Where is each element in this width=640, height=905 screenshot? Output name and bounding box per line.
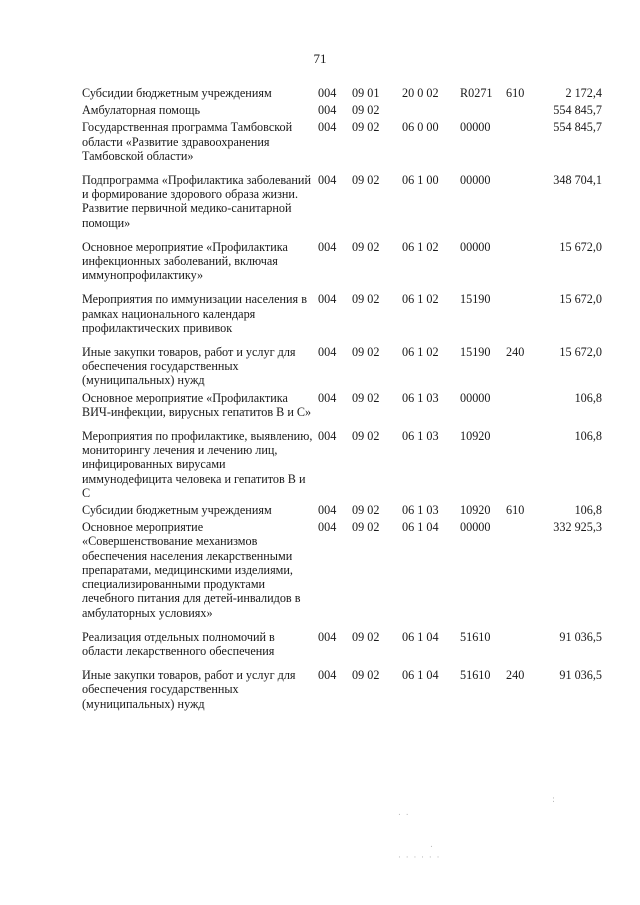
cell-vr: 240	[506, 668, 525, 683]
cell-admin: 004	[318, 429, 337, 444]
cell-section: 09 02	[352, 239, 380, 254]
cell-section: 09 02	[352, 103, 380, 118]
cell-admin: 004	[318, 239, 337, 254]
cell-article: 06 1 00	[402, 173, 439, 188]
cell-name: Основное мероприятие «Профилактика ВИЧ-инфекции, вирусных гепатитов В и С»	[82, 390, 312, 419]
cell-sum: 15 672,0	[559, 292, 602, 307]
table-row	[82, 86, 602, 103]
cell-vr	[506, 120, 540, 173]
cell-name: Подпрограмма «Профилактика заболеваний и формирование здорового образа жизни. Развитие первичной медико-санитарной помощи»	[82, 173, 311, 230]
page-number: 71	[313, 51, 327, 66]
table-row	[82, 120, 602, 173]
cell-name: Основное мероприятие «Совершенствование механизмов обеспечения населения лекарственными препаратами, медицинскими изделиями, специализированными продуктами лечебного питания для детей-инвалидов в амбулаторных условиях»	[82, 520, 301, 620]
table-row	[82, 292, 602, 345]
cell-code: 15190	[460, 292, 491, 307]
cell-vr	[506, 520, 540, 629]
cell-name: Иные закупки товаров, работ и услуг для обеспечения государственных (муниципальных) нужд	[82, 668, 296, 711]
cell-code: 00000	[460, 120, 491, 135]
cell-article	[402, 103, 460, 120]
cell-admin: 004	[318, 520, 337, 535]
cell-admin: 004	[318, 292, 337, 307]
cell-sum: 554 845,7	[553, 120, 602, 135]
cell-section: 09 02	[352, 629, 380, 644]
cell-article: 06 1 03	[402, 503, 439, 518]
cell-article: 06 1 03	[402, 390, 439, 405]
cell-admin: 004	[318, 120, 337, 135]
table-row	[82, 668, 602, 721]
table-row	[82, 391, 602, 429]
cell-article: 06 1 04	[402, 668, 439, 683]
table-row	[82, 345, 602, 391]
scan-artifact: .	[430, 840, 434, 850]
cell-sum: 91 036,5	[559, 629, 602, 644]
cell-admin: 004	[318, 86, 337, 100]
cell-name: Субсидии бюджетным учреждениям	[82, 86, 272, 100]
cell-code: 51610	[460, 668, 491, 683]
cell-article: 06 1 02	[402, 292, 439, 307]
cell-admin: 004	[318, 503, 337, 518]
cell-section: 09 02	[352, 120, 380, 135]
cell-admin: 004	[318, 629, 337, 644]
table-row	[82, 103, 602, 120]
cell-article: 06 0 00	[402, 120, 439, 135]
table-row	[82, 503, 602, 520]
cell-vr	[506, 630, 540, 668]
cell-name: Иные закупки товаров, работ и услуг для обеспечения государственных (муниципальных) нужд	[82, 345, 296, 388]
cell-code: 00000	[460, 239, 491, 254]
cell-admin: 004	[318, 390, 337, 405]
cell-article: 06 1 03	[402, 429, 439, 444]
scan-artifact: · · · · · ·	[398, 853, 441, 863]
cell-sum: 554 845,7	[553, 103, 602, 118]
budget-table	[82, 86, 602, 721]
cell-vr: 240	[506, 345, 525, 360]
cell-section: 09 02	[352, 520, 380, 535]
cell-vr: 610	[506, 503, 525, 518]
cell-section: 09 02	[352, 345, 380, 360]
cell-name: Реализация отдельных полномочий в области лекарственного обеспечения	[82, 629, 275, 658]
cell-section: 09 02	[352, 429, 380, 444]
cell-name: Основное мероприятие «Профилактика инфекционных заболеваний, включая иммунопрофилактику»	[82, 239, 288, 283]
cell-name: Мероприятия по профилактике, выявлению, мониторингу лечения и лечению лиц, инфицированных вирусами иммунодефицита человека и гепатитов В и С	[82, 429, 313, 500]
cell-section: 09 02	[352, 173, 380, 188]
cell-sum: 348 704,1	[553, 173, 602, 188]
cell-code: 10920	[460, 503, 491, 518]
cell-vr: 610	[506, 86, 525, 100]
table-row	[82, 630, 602, 668]
cell-name: Субсидии бюджетным учреждениям	[82, 503, 272, 518]
cell-sum: 106,8	[574, 503, 602, 518]
cell-article: 06 1 02	[402, 345, 439, 360]
cell-article: 06 1 02	[402, 239, 439, 254]
cell-code: 15190	[460, 345, 491, 360]
cell-admin: 004	[318, 345, 337, 360]
cell-code: R0271	[460, 86, 493, 100]
cell-article: 06 1 04	[402, 629, 439, 644]
cell-name: Амбулаторная помощь	[82, 103, 201, 118]
cell-sum: 106,8	[574, 390, 602, 405]
cell-admin: 004	[318, 173, 337, 188]
cell-sum: 332 925,3	[553, 520, 602, 535]
table-row	[82, 173, 602, 240]
cell-sum: 15 672,0	[559, 239, 602, 254]
cell-section: 09 02	[352, 390, 380, 405]
cell-vr	[506, 429, 540, 503]
cell-article: 20 0 02	[402, 86, 439, 100]
cell-sum: 15 672,0	[559, 345, 602, 360]
cell-vr	[506, 292, 540, 345]
cell-vr	[506, 391, 540, 429]
cell-sum: 106,8	[574, 429, 602, 444]
cell-section: 09 02	[352, 292, 380, 307]
cell-code: 00000	[460, 520, 491, 535]
cell-section: 09 02	[352, 668, 380, 683]
cell-section: 09 01	[352, 86, 380, 100]
cell-code	[460, 103, 506, 120]
cell-admin: 004	[318, 103, 337, 118]
cell-section: 09 02	[352, 503, 380, 518]
cell-code: 10920	[460, 429, 491, 444]
cell-name: Государственная программа Тамбовской области «Развитие здравоохранения Тамбовской области»	[82, 120, 293, 163]
scan-artifact: . .	[398, 808, 410, 818]
table-row	[82, 520, 602, 629]
cell-vr	[506, 240, 540, 293]
table-row	[82, 240, 602, 293]
cell-code: 51610	[460, 629, 491, 644]
cell-article: 06 1 04	[402, 520, 439, 535]
table-body	[82, 86, 602, 721]
cell-admin: 004	[318, 668, 337, 683]
cell-vr	[506, 103, 540, 120]
cell-name: Мероприятия по иммунизации населения в рамках национального календаря профилактических прививок	[82, 292, 307, 335]
cell-vr	[506, 173, 540, 240]
cell-code: 00000	[460, 173, 491, 188]
table-row	[82, 429, 602, 503]
scan-artifact: :	[552, 795, 557, 805]
cell-code: 00000	[460, 390, 491, 405]
cell-sum: 91 036,5	[559, 668, 602, 683]
cell-sum: 2 172,4	[565, 86, 602, 100]
